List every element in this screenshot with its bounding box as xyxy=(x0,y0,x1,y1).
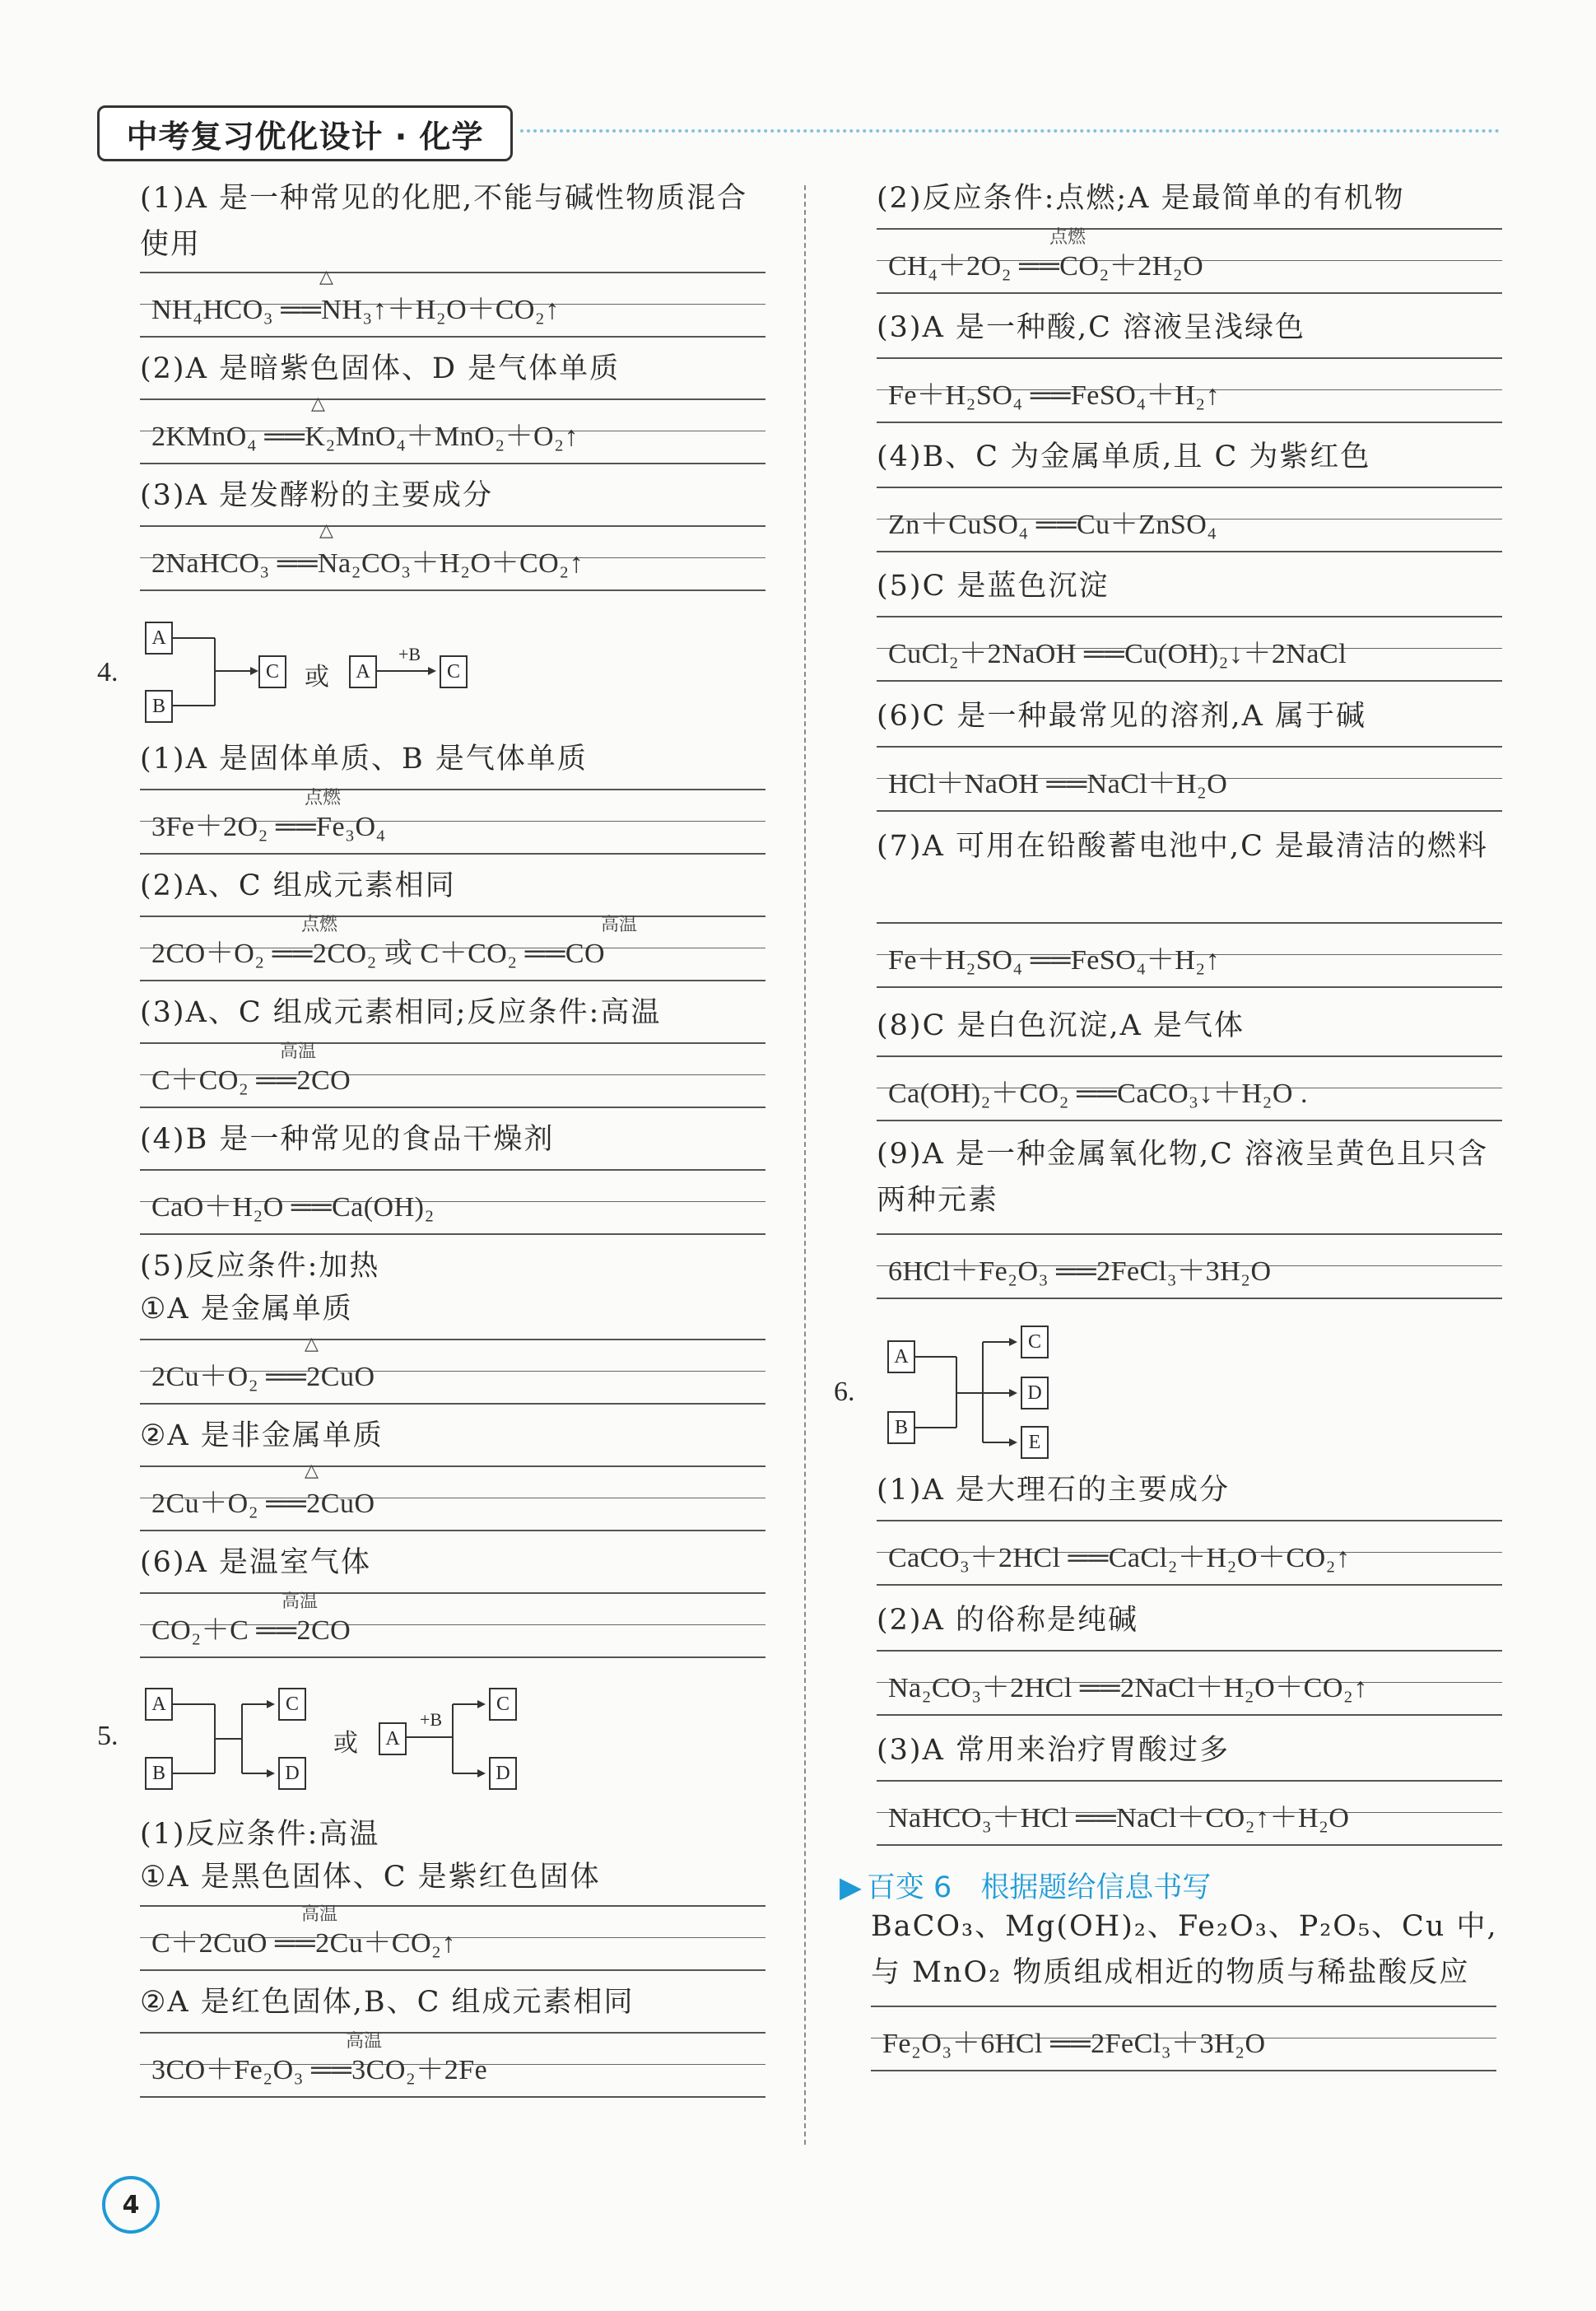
condition-label: 点燃 xyxy=(1049,227,1086,248)
section-heading-text: 百变 6 根据题给信息书写 xyxy=(866,1871,1212,1904)
r8-answer xyxy=(877,1055,1502,1121)
q5-1-sub2-answer xyxy=(140,2032,765,2098)
condition-label: △ xyxy=(319,267,333,287)
r6-answer xyxy=(877,746,1502,812)
q4-1-text: (1)A 是固体单质、B 是气体单质 xyxy=(140,743,588,776)
equation: 3Fe＋2O₂ ══Fe₃O₄ xyxy=(151,812,386,842)
q5-box-a2: A xyxy=(379,1722,407,1755)
equation: 2NaHCO₃ ══Na₂CO₃＋H₂O＋CO₂↑ xyxy=(151,548,584,579)
r9-answer xyxy=(877,1233,1502,1299)
equation: 2CO＋O₂ ══2CO₂ 或 C＋CO₂ ══CO xyxy=(151,939,606,969)
equation: Fe＋H₂SO₄ ══FeSO₄＋H₂↑ xyxy=(888,380,1221,411)
r5-answer xyxy=(877,616,1502,682)
q5-1-text: (1)反应条件:高温 xyxy=(140,1818,380,1851)
r2-answer xyxy=(877,228,1502,294)
equation: Fe₂O₃＋6HCl ══2FeCl₃＋3H₂O xyxy=(882,2029,1266,2059)
q4-box-a: A xyxy=(145,622,173,655)
q4-5-text: (5)反应条件:加热 xyxy=(140,1250,380,1283)
q3-1-text: (1)A 是一种常见的化肥,不能与碱性物质混合使用 xyxy=(140,182,748,261)
q3-1-answer xyxy=(140,267,765,338)
equation: 2Cu＋O₂ ══2CuO xyxy=(151,1362,375,1392)
equation: Fe＋H₂SO₄ ══FeSO₄＋H₂↑ xyxy=(888,945,1221,976)
q4-box-b: B xyxy=(145,690,173,723)
q5-1-sub2-text: ②A 是红色固体,B、C 组成元素相同 xyxy=(140,1986,635,2019)
r4-answer xyxy=(877,487,1502,552)
q6-3-answer xyxy=(877,1780,1502,1846)
q4-5-sub2-text: ②A 是非金属单质 xyxy=(140,1419,384,1452)
q5-1-sub1-answer xyxy=(140,1905,765,1971)
condition-label-2: 高温 xyxy=(601,915,638,935)
condition-label: 高温 xyxy=(301,1904,338,1925)
q4-2-text: (2)A、C 组成元素相同 xyxy=(140,869,456,902)
q6-3-text: (3)A 常用来治疗胃酸过多 xyxy=(877,1734,1230,1767)
q3-3-text: (3)A 是发酵粉的主要成分 xyxy=(140,479,493,512)
column-divider xyxy=(804,185,806,2145)
condition-label: 点燃 xyxy=(305,788,342,808)
q5-box-c2: C xyxy=(489,1688,517,1721)
question-number-5: 5. xyxy=(97,1721,119,1751)
equation: 2KMnO₄ ══K₂MnO₄＋MnO₂＋O₂↑ xyxy=(151,422,579,452)
q6-box-b: B xyxy=(887,1411,915,1444)
equation: 3CO＋Fe₂O₃ ══3CO₂＋2Fe xyxy=(151,2055,488,2085)
r7-answer xyxy=(877,922,1502,988)
r4-text: (4)B、C 为金属单质,且 C 为紫红色 xyxy=(877,440,1371,473)
condition-label: 高温 xyxy=(282,1591,319,1612)
equation: CaO＋H₂O ══Ca(OH)₂ xyxy=(151,1192,435,1223)
section-text: BaCO₃、Mg(OH)₂、Fe₂O₃、P₂O₅、Cu 中,与 MnO₂ 物质组成相近的物质与稀盐酸反应 xyxy=(871,1910,1498,1989)
condition-label: △ xyxy=(319,520,333,541)
q4-box-c: C xyxy=(258,655,286,688)
q6-box-d: D xyxy=(1021,1377,1049,1409)
r9-text: (9)A 是一种金属氧化物,C 溶液呈黄色且只含两种元素 xyxy=(877,1138,1489,1217)
header-dotted-rule xyxy=(520,129,1500,133)
q4-4-answer xyxy=(140,1169,765,1235)
section-heading xyxy=(840,1865,1211,1906)
q5-box-b: B xyxy=(145,1757,173,1790)
q6-1-answer xyxy=(877,1520,1502,1586)
q4-or-text: 或 xyxy=(305,663,329,692)
equation: CH₄＋2O₂ ══CO₂＋2H₂O xyxy=(888,251,1204,282)
condition-label: 高温 xyxy=(280,1041,317,1062)
q4-3-text: (3)A、C 组成元素相同;反应条件:高温 xyxy=(140,996,662,1029)
condition-label: 高温 xyxy=(346,2031,383,2052)
q4-6-text: (6)A 是温室气体 xyxy=(140,1546,371,1579)
condition-label: △ xyxy=(305,1334,319,1354)
r7-text: (7)A 可用在铅酸蓄电池中,C 是最清洁的燃料 xyxy=(877,830,1489,863)
q5-box-c: C xyxy=(278,1688,306,1721)
r6-text: (6)C 是一种最常见的溶剂,A 属于碱 xyxy=(877,700,1367,733)
q5-box-a: A xyxy=(145,1688,173,1721)
q6-box-c: C xyxy=(1021,1326,1049,1358)
r5-text: (5)C 是蓝色沉淀 xyxy=(877,570,1110,603)
q6-box-a: A xyxy=(887,1340,915,1373)
equation: CaCO₃＋2HCl ══CaCl₂＋H₂O＋CO₂↑ xyxy=(888,1543,1351,1573)
q4-box-c2: C xyxy=(440,655,468,688)
q6-2-answer xyxy=(877,1650,1502,1716)
r8-text: (8)C 是白色沉淀,A 是气体 xyxy=(877,1009,1245,1042)
equation: NH₄HCO₃ ══NH₃↑＋H₂O＋CO₂↑ xyxy=(151,295,560,325)
q4-5-sub2-answer xyxy=(140,1461,765,1531)
q4-4-text: (4)B 是一种常见的食品干燥剂 xyxy=(140,1123,555,1156)
q5-1-sub1-text: ①A 是黑色固体、C 是紫红色固体 xyxy=(140,1861,601,1894)
q4-2-answer xyxy=(140,916,765,981)
equation: HCl＋NaOH ══NaCl＋H₂O xyxy=(888,769,1228,799)
condition-label: 点燃 xyxy=(301,915,338,935)
equation: CO₂＋C ══2CO xyxy=(151,1615,351,1646)
r3-answer xyxy=(877,357,1502,423)
q4-5-sub1-text: ①A 是金属单质 xyxy=(140,1293,353,1326)
equation: 2Cu＋O₂ ══2CuO xyxy=(151,1489,375,1519)
q3-2-answer xyxy=(140,394,765,464)
q4-plus-b-label: +B xyxy=(398,644,421,664)
q5-or-text: 或 xyxy=(333,1729,358,1758)
equation: C＋CO₂ ══2CO xyxy=(151,1065,351,1096)
triangle-bullet-icon: ▶ xyxy=(840,1871,862,1904)
condition-label: △ xyxy=(311,394,325,414)
equation: C＋2CuO ══2Cu＋CO₂↑ xyxy=(151,1928,456,1959)
equation: Na₂CO₃＋2HCl ══2NaCl＋H₂O＋CO₂↑ xyxy=(888,1673,1368,1703)
equation: CuCl₂＋2NaOH ══Cu(OH)₂↓＋2NaCl xyxy=(888,639,1347,669)
section-answer xyxy=(871,2006,1496,2071)
question-number-6: 6. xyxy=(834,1377,855,1407)
q5-box-d: D xyxy=(278,1757,306,1790)
equation: Zn＋CuSO₄ ══Cu＋ZnSO₄ xyxy=(888,510,1217,540)
q6-2-text: (2)A 的俗称是纯碱 xyxy=(877,1604,1138,1637)
q4-1-answer xyxy=(140,789,765,855)
r2-text: (2)反应条件:点燃;A 是最简单的有机物 xyxy=(877,182,1405,215)
q5-box-d2: D xyxy=(489,1757,517,1790)
q4-3-answer xyxy=(140,1042,765,1108)
header-title-box xyxy=(97,105,513,161)
q3-2-text: (2)A 是暗紫色固体、D 是气体单质 xyxy=(140,352,621,385)
equation: 6HCl＋Fe₂O₃ ══2FeCl₃＋3H₂O xyxy=(888,1256,1272,1287)
q4-5-sub1-answer xyxy=(140,1334,765,1405)
q6-1-text: (1)A 是大理石的主要成分 xyxy=(877,1474,1230,1507)
equation: Ca(OH)₂＋CO₂ ══CaCO₃↓＋H₂O . xyxy=(888,1079,1308,1109)
q4-6-answer xyxy=(140,1592,765,1658)
q5-plus-b-label: +B xyxy=(420,1709,443,1730)
page-number: 4 xyxy=(102,2176,160,2234)
q4-box-a2: A xyxy=(349,655,377,688)
condition-label: △ xyxy=(305,1461,319,1481)
question-number-4: 4. xyxy=(97,657,119,687)
equation: NaHCO₃＋HCl ══NaCl＋CO₂↑＋H₂O xyxy=(888,1803,1350,1833)
header-title: 中考复习优化设计 · 化学 xyxy=(126,118,484,155)
r3-text: (3)A 是一种酸,C 溶液呈浅绿色 xyxy=(877,311,1306,344)
q3-3-answer xyxy=(140,520,765,591)
q6-box-e: E xyxy=(1021,1426,1049,1459)
